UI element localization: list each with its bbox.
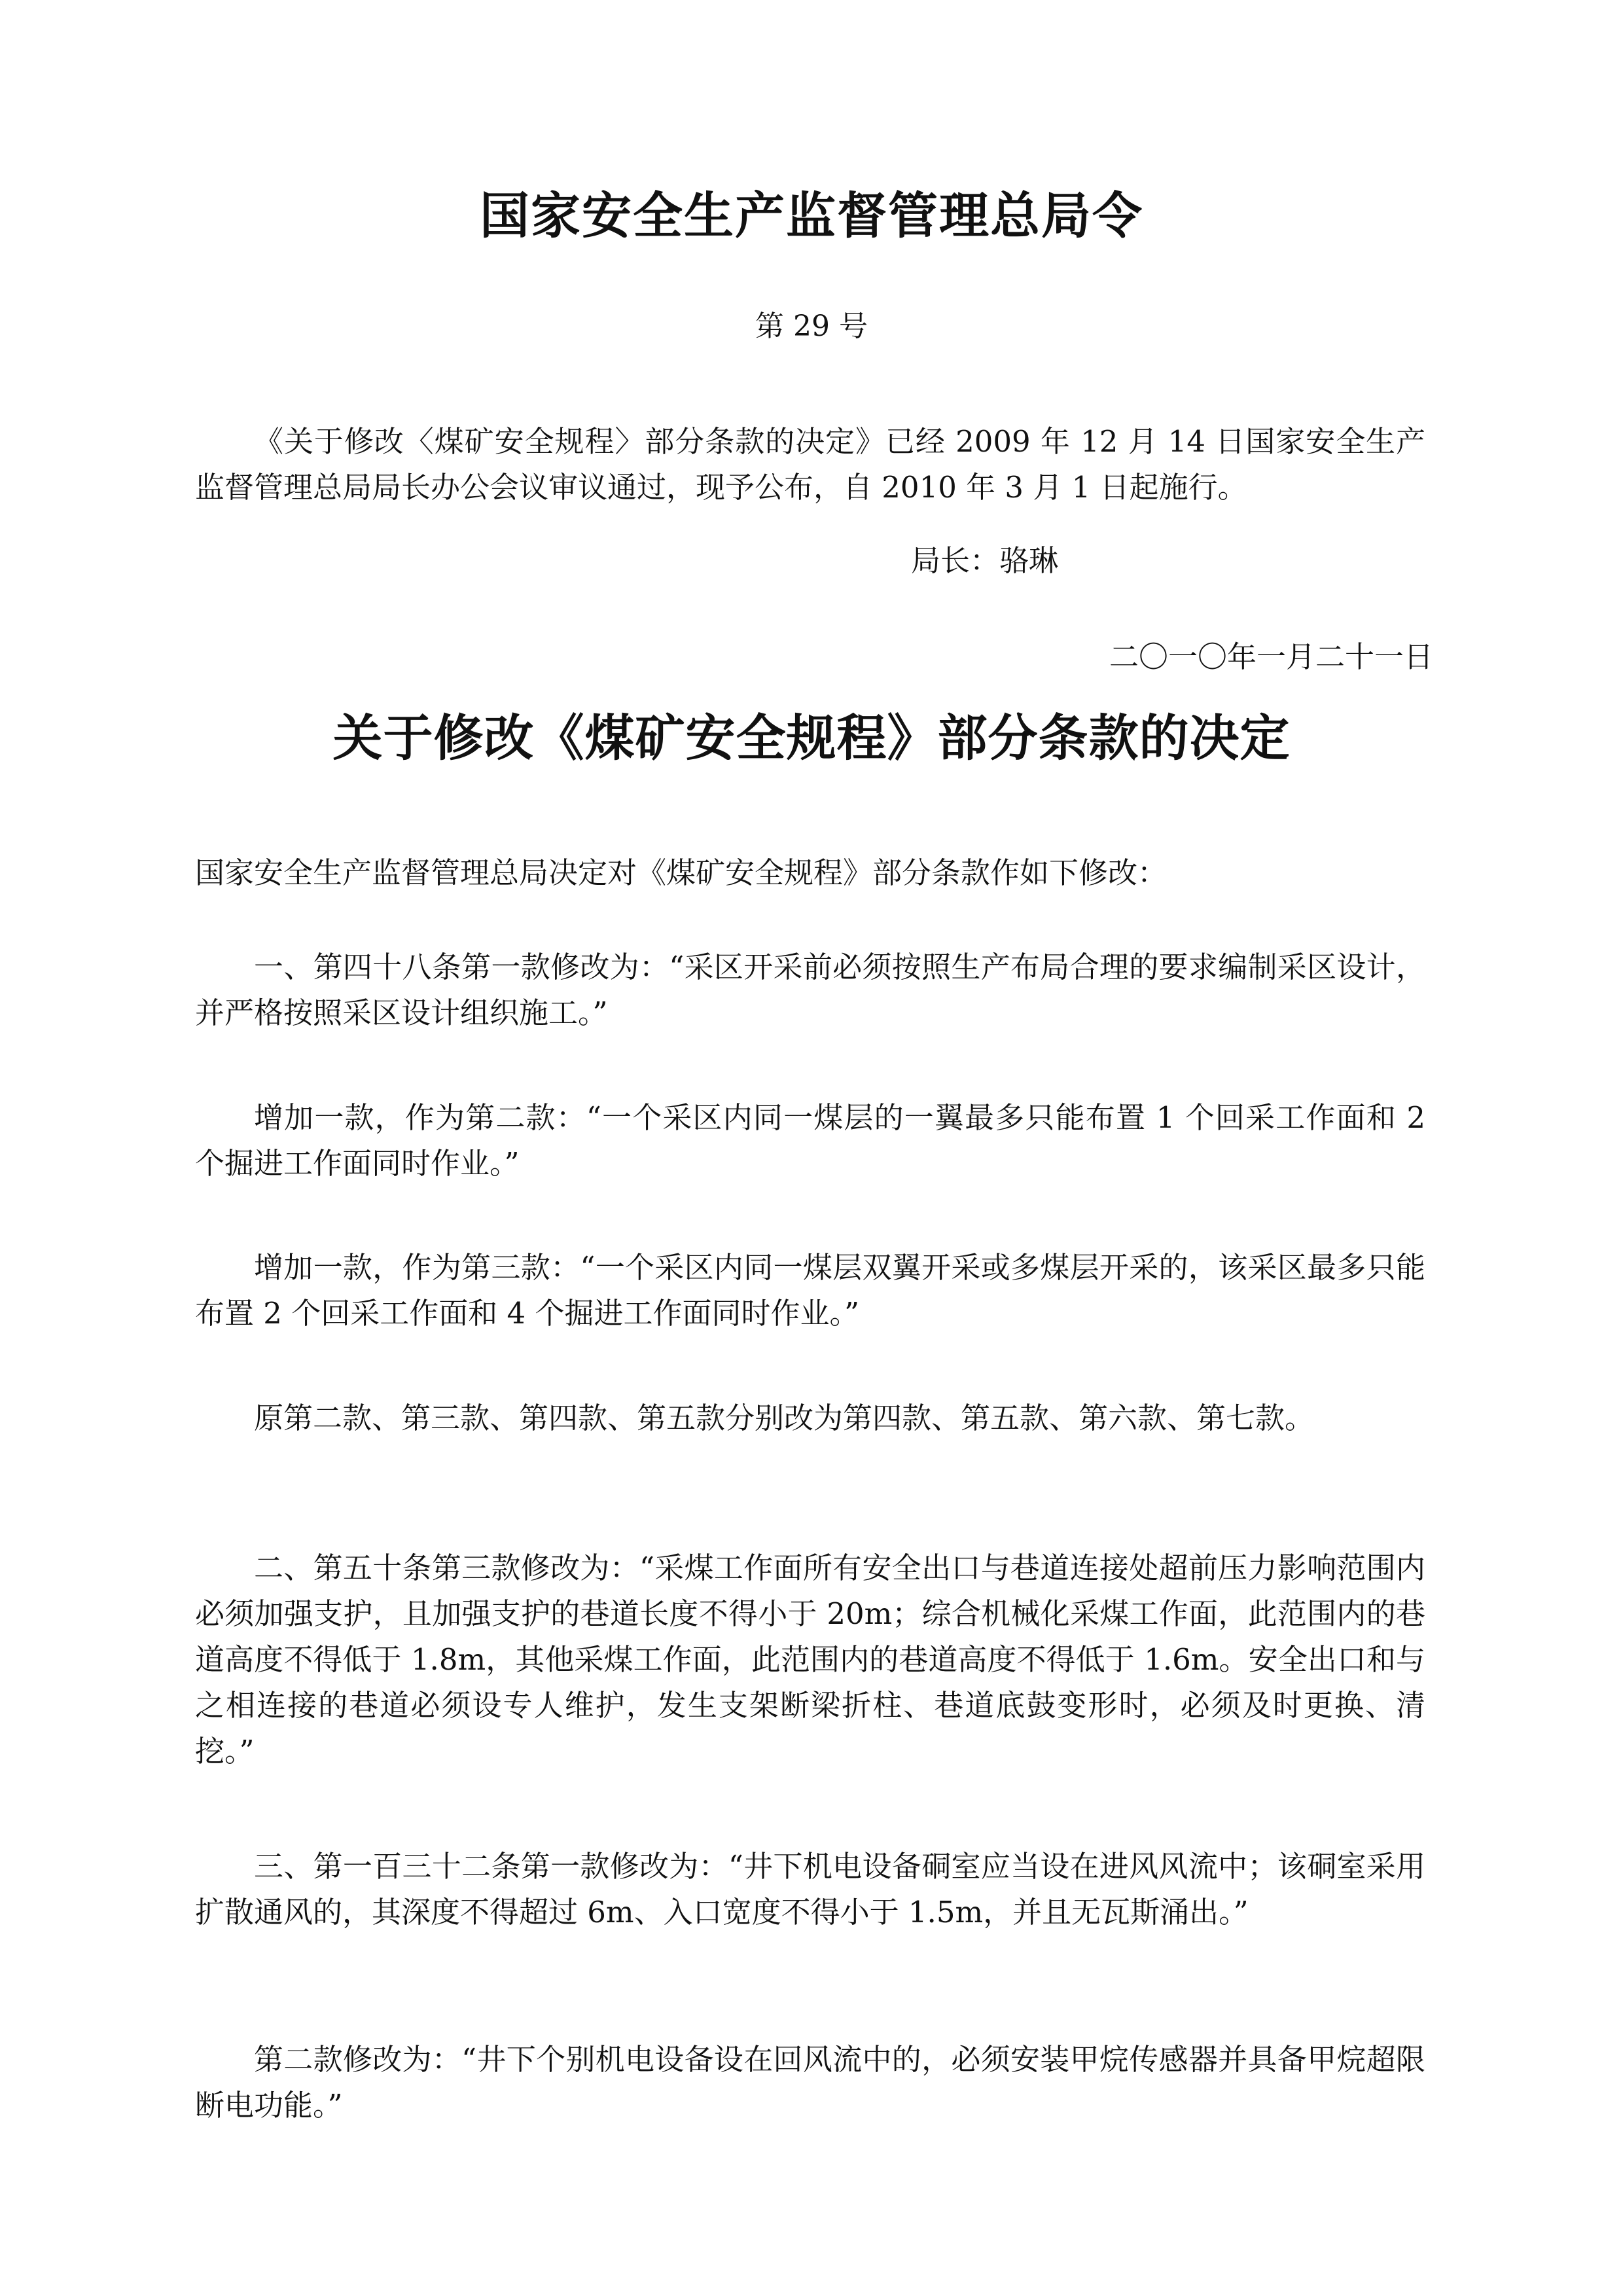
amendment-paragraph: 三、第一百三十二条第一款修改为：“井下机电设备硐室应当设在进风风流中；该硐室采用扩散通风的，其深度不得超过 6m、入口宽度不得小于 1.5m，并且无瓦斯涌出。” <box>195 1849 1425 1929</box>
intro-paragraph: 国家安全生产监督管理总局决定对《煤矿安全规程》部分条款作如下修改： <box>195 855 1168 890</box>
order-number: 第 29 号 <box>755 310 868 343</box>
preamble-paragraph: 《关于修改〈煤矿安全规程〉部分条款的决定》已经 2009 年 12 月 14 日国家安全生产监督管理总局局长办公会议审议通过，现予公布，自 2010 年 3 月 1 日起施行。 <box>195 424 1425 505</box>
amendment-paragraph: 原第二款、第三款、第四款、第五款分别改为第四款、第五款、第六款、第七款。 <box>254 1401 1315 1435</box>
decision-title: 关于修改《煤矿安全规程》部分条款的决定 <box>332 709 1291 767</box>
amendment-paragraph: 一、第四十八条第一款修改为：“采区开采前必须按照生产布局合理的要求编制采区设计，并严格按照采区设计组织施工。” <box>195 950 1425 1030</box>
amendment-paragraph: 增加一款，作为第二款：“一个采区内同一煤层的一翼最多只能布置 1 个回采工作面和 2 个掘进工作面同时作业。” <box>195 1100 1425 1181</box>
signature: 局长：骆琳 <box>911 543 1059 578</box>
issue-date: 二〇一〇年一月二十一日 <box>1109 639 1433 674</box>
order-title: 国家安全生产监督管理总局令 <box>480 187 1143 245</box>
amendment-paragraph: 增加一款，作为第三款：“一个采区内同一煤层双翼开采或多煤层开采的，该采区最多只能布置 2 个回采工作面和 4 个掘进工作面同时作业。” <box>195 1250 1425 1331</box>
amendment-paragraph: 二、第五十条第三款修改为：“采煤工作面所有安全出口与巷道连接处超前压力影响范围内必须加强支护，且加强支护的巷道长度不得小于 20m；综合机械化采煤工作面，此范围内的巷道高度不得低于 1.8m，其他采煤工作面，此范围内的巷道高度不得低于 1.6m。安全出口和与之相连接的巷道必须设专人维护，发生支架断梁折柱、巷道底鼓变形时，必须及时更换、清挖。” <box>195 1551 1425 1768</box>
amendment-paragraph: 第二款修改为：“井下个别机电设备设在回风流中的，必须安装甲烷传感器并具备甲烷超限断电功能。” <box>195 2042 1425 2123</box>
